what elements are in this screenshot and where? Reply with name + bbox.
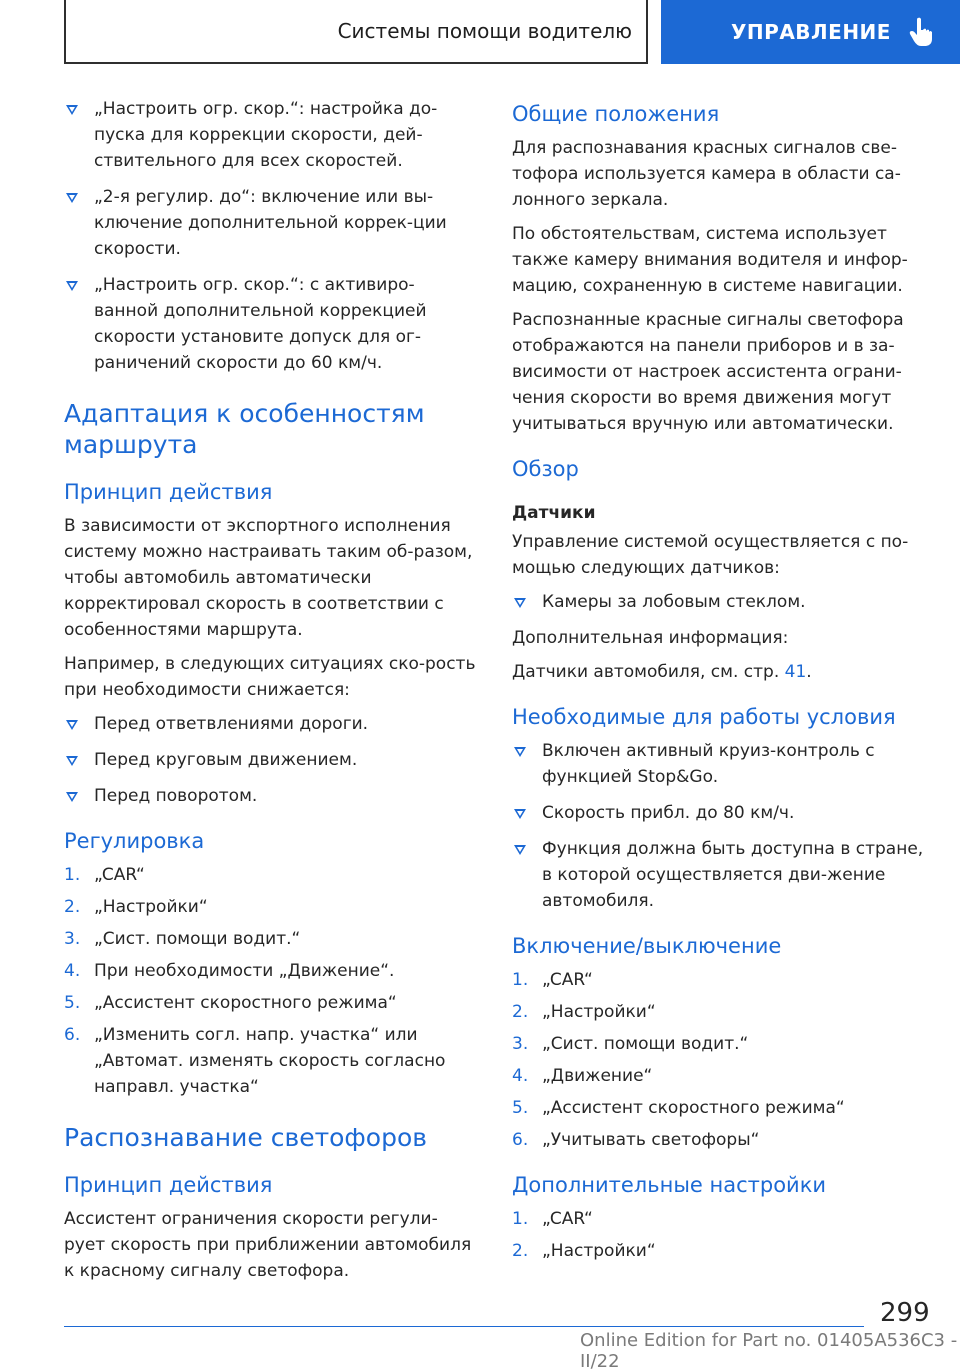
adjust-heading: Регулировка bbox=[64, 829, 205, 853]
list-item: Перед ответвлениями дороги. bbox=[64, 711, 476, 737]
left-column bbox=[64, 96, 476, 1292]
step-item: 6. „Изменить согл. напр. участка“ или „Автомат. изменять скорость согласно направл. участка“ bbox=[64, 1025, 446, 1097]
route-principle-text: В зависимости от экспортного исполнения систему можно настраивать таким об-разом, чтобы автомобиль автоматически корректировал скорость в соответствии с особенностями маршрута. bbox=[64, 516, 473, 640]
header-chapter-tab bbox=[661, 0, 960, 64]
lights-principle-heading: Принцип действия bbox=[64, 1173, 273, 1197]
header-section-box bbox=[64, 0, 648, 64]
list-item: „Настроить огр. скор.“: с активиро-ванной дополнительной коррекцией скорости установите допуск для ог-раничений скорости до 60 км/ч. bbox=[64, 272, 476, 376]
triangle-bullet-icon bbox=[66, 720, 78, 730]
onoff-heading: Включение/выключение bbox=[512, 934, 782, 958]
triangle-bullet-icon bbox=[66, 792, 78, 802]
route-principle-heading: Принцип действия bbox=[64, 480, 273, 504]
list-item: Перед круговым движением. bbox=[64, 747, 476, 773]
triangle-bullet-icon bbox=[514, 845, 526, 855]
step-item: 5. „Ассистент скоростного режима“ bbox=[512, 1098, 845, 1118]
extra-steps bbox=[512, 1206, 932, 1264]
hand-pointer-icon bbox=[909, 17, 933, 47]
general-text-2: По обстоятельствам, система использует также камеру внимания водителя и инфор-мацию, сохраненную в системе навигации. bbox=[512, 224, 908, 296]
overview-heading: Обзор bbox=[512, 457, 579, 481]
step-item: 1. „CAR“ bbox=[512, 1209, 593, 1229]
conditions-list bbox=[512, 738, 932, 914]
more-info-label: Дополнительная информация: bbox=[512, 628, 789, 648]
list-item: „2-я регулир. до“: включение или вы-ключение дополнительной коррек-ции скорости. bbox=[64, 184, 476, 262]
triangle-bullet-icon bbox=[66, 105, 78, 115]
triangle-bullet-icon bbox=[66, 756, 78, 766]
triangle-bullet-icon bbox=[514, 598, 526, 608]
onoff-steps bbox=[512, 967, 932, 1153]
list-item: Включен активный круиз-контроль с функцией Stop&Go. bbox=[512, 738, 932, 790]
page-number: 299 bbox=[880, 1298, 930, 1328]
adjust-steps bbox=[64, 862, 476, 1100]
list-item: Скорость прибл. до 80 км/ч. bbox=[512, 800, 932, 826]
step-item: 6. „Учитывать светофоры“ bbox=[512, 1130, 760, 1150]
list-item: Перед поворотом. bbox=[64, 783, 476, 809]
traffic-lights-heading: Распознавание светофоров bbox=[64, 1123, 428, 1152]
conditions-heading: Необходимые для работы условия bbox=[512, 705, 896, 729]
example-text: Например, в следующих ситуациях ско-рость при необходимости снижается: bbox=[64, 654, 476, 700]
speed-settings-list bbox=[64, 96, 476, 376]
general-text-1: Для распознавания красных сигналов све-тофора используется камера в области са-лонного зеркала. bbox=[512, 138, 901, 210]
step-item: 2. „Настройки“ bbox=[512, 1241, 656, 1261]
triangle-bullet-icon bbox=[514, 747, 526, 757]
right-column bbox=[512, 96, 932, 1270]
step-item: 5. „Ассистент скоростного режима“ bbox=[64, 993, 397, 1013]
sensors-reference: Датчики автомобиля, см. стр. 41. bbox=[512, 662, 812, 682]
lights-principle-text: Ассистент ограничения скорости регули-рует скорость при приближении автомобиля к красному сигналу светофора. bbox=[64, 1209, 472, 1281]
general-text-3: Распознанные красные сигналы светофора отображаются на панели приборов и в за-висимости от настроек ассистента ограни-чения скорости во время движения могут учитываться вручную или автоматически. bbox=[512, 310, 904, 434]
example-list bbox=[64, 711, 476, 809]
step-item: 1. „CAR“ bbox=[512, 970, 593, 990]
page-link[interactable]: 41 bbox=[784, 662, 807, 682]
sensors-list bbox=[512, 589, 932, 615]
step-item: 2. „Настройки“ bbox=[64, 897, 208, 917]
step-item: 4. „Движение“ bbox=[512, 1066, 653, 1086]
edition-footer: Online Edition for Part no. 01405A536C3 - II/22 bbox=[580, 1330, 958, 1372]
footer-divider bbox=[64, 1326, 864, 1327]
header-section-title: Системы помощи водителю bbox=[337, 19, 632, 43]
step-item: 1. „CAR“ bbox=[64, 865, 145, 885]
route-adaptation-heading: Адаптация к особенностям маршрута bbox=[64, 399, 425, 459]
triangle-bullet-icon bbox=[66, 193, 78, 203]
step-item: 2. „Настройки“ bbox=[512, 1002, 656, 1022]
general-heading: Общие положения bbox=[512, 102, 720, 126]
header-chapter-title: УПРАВЛЕНИЕ bbox=[731, 20, 891, 44]
sensors-heading: Датчики bbox=[512, 503, 596, 523]
sensors-text: Управление системой осуществляется с по-мощью следующих датчиков: bbox=[512, 532, 909, 578]
triangle-bullet-icon bbox=[66, 281, 78, 291]
list-item: „Настроить огр. скор.“: настройка до-пуска для коррекции скорости, дей-ствительного для всех скоростей. bbox=[64, 96, 476, 174]
step-item: 3. „Сист. помощи водит.“ bbox=[64, 929, 301, 949]
step-item: 3. „Сист. помощи водит.“ bbox=[512, 1034, 749, 1054]
step-item: 4. При необходимости „Движение“. bbox=[64, 961, 395, 981]
list-item: Камеры за лобовым стеклом. bbox=[512, 589, 932, 615]
triangle-bullet-icon bbox=[514, 809, 526, 819]
list-item: Функция должна быть доступна в стране, в которой осуществляется дви-жение автомобиля. bbox=[512, 836, 932, 914]
extra-settings-heading: Дополнительные настройки bbox=[512, 1173, 827, 1197]
